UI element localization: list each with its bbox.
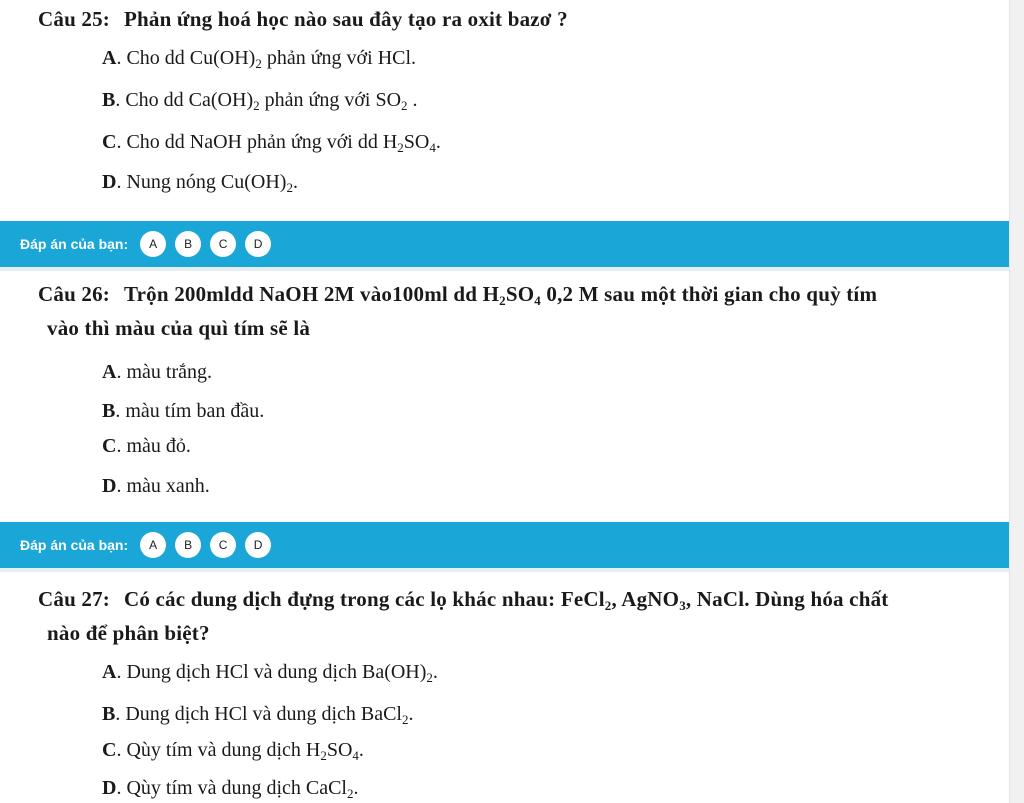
- choice-c-button[interactable]: C: [210, 231, 236, 257]
- q26-option-d: D. màu xanh.: [102, 475, 210, 497]
- question-text: Phản ứng hoá học nào sau đây tạo ra oxit bazơ ?: [124, 7, 568, 31]
- q25-option-d: D. Nung nóng $Cu(OH)_2$.: [102, 171, 298, 195]
- q27-option-b: B. Dung dịch HCl và dung dịch BaCl$_2$.: [102, 703, 414, 727]
- choice-c-button[interactable]: C: [210, 532, 236, 558]
- question-number: Câu 25:: [38, 7, 110, 31]
- answer-bar-q25: [0, 221, 1010, 267]
- q26-option-c: C. màu đỏ.: [102, 435, 191, 457]
- question-25-title: [38, 2, 568, 36]
- q27-option-a: A. Dung dịch HCl và dung dịch $Ba(OH)_2$.: [102, 661, 438, 685]
- choice-d-button[interactable]: D: [245, 231, 271, 257]
- choice-d-button[interactable]: D: [245, 532, 271, 558]
- answer-label: Đáp án của bạn:: [20, 537, 129, 553]
- q25-option-b: B. Cho dd $Ca(OH)_2$ phản ứng với $SO_2$ .: [102, 89, 418, 113]
- question-number: Câu 26:: [38, 282, 110, 306]
- choice-a-button[interactable]: A: [140, 231, 166, 257]
- section-divider: [0, 568, 1010, 572]
- q27-option-c: C. Qùy tím và dung dịch $H_2SO_4$.: [102, 739, 364, 763]
- section-divider: [0, 267, 1010, 271]
- q26-option-a: A. màu trắng.: [102, 361, 212, 383]
- choice-b-button[interactable]: B: [175, 231, 201, 257]
- answer-label: Đáp án của bạn:: [20, 236, 129, 252]
- q25-option-a: A. Cho dd $Cu(OH)_2$ phản ứng với HCl.: [102, 47, 417, 71]
- question-27-title: Câu 27: Có các dung dịch đựng trong các lọ khác nhau: FeCl$_2$, AgNO$_3$, NaCl. Dùng hóa chất nào để phân biệt?: [38, 587, 889, 645]
- question-26-title: Câu 26: Trộn 200mldd NaOH 2M vào100ml dd $H_2SO_4$ 0,2 M sau một thời gian cho quỳ tím vào thì màu của quì tím sẽ là: [38, 282, 878, 340]
- answer-bar-q26: [0, 522, 1010, 568]
- q25-option-c: C. Cho dd NaOH phản ứng với dd $H_2SO_4$.: [102, 131, 441, 155]
- choice-b-button[interactable]: B: [175, 532, 201, 558]
- scrollbar[interactable]: [1009, 0, 1024, 803]
- question-number: Câu 27:: [38, 587, 110, 611]
- q26-option-b: B. màu tím ban đầu.: [102, 400, 265, 422]
- q27-option-d: D. Qùy tím và dung dịch CaCl$_2$.: [102, 777, 359, 801]
- choice-a-button[interactable]: A: [140, 532, 166, 558]
